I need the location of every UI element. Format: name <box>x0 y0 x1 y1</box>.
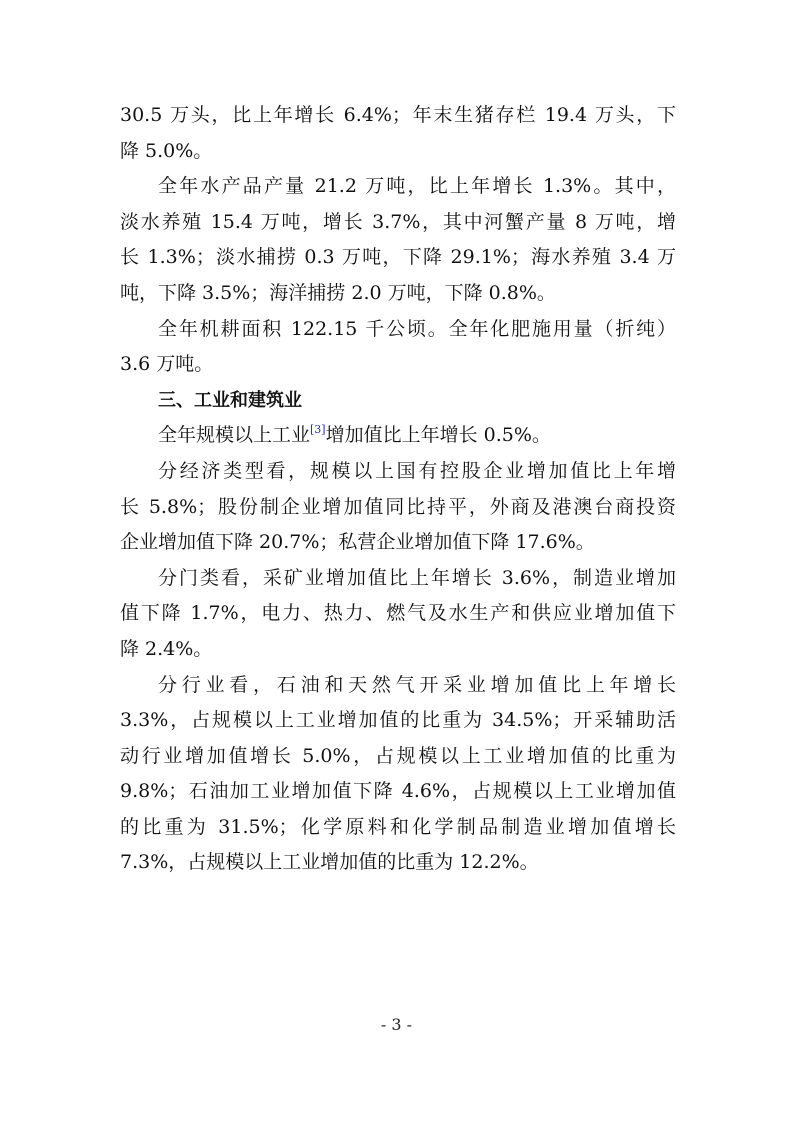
text-line: 9.8%；石油加工业增加值下降 4.6%，占规模以上工业增加值 <box>120 780 676 803</box>
paragraph-machinery-fertilizer <box>120 312 676 383</box>
text-line: 全年水产品产量 21.2 万吨，比上年增长 1.3%。其中， <box>158 175 676 198</box>
text-line <box>120 418 676 454</box>
paragraph-industry-intro <box>120 418 676 454</box>
text-line: 吨，下降 3.5%；海洋捕捞 2.0 万吨，下降 0.8%。 <box>120 281 556 304</box>
paragraph-livestock <box>120 98 676 169</box>
text-line: 长 1.3%；淡水捕捞 0.3 万吨，下降 29.1%；海水养殖 3.4 万 <box>120 246 676 269</box>
text-line: 7.3%，占规模以上工业增加值的比重为 12.2%。 <box>120 851 539 874</box>
footnote-reference-link[interactable]: [3] <box>310 423 326 437</box>
text-line: 长 5.8%；股份制企业增加值同比持平，外商及港澳台商投资 <box>120 495 676 518</box>
text-line: 分经济类型看，规模以上国有控股企业增加值比上年增 <box>158 459 676 482</box>
document-body <box>120 98 676 881</box>
text-line: 降 2.4%。 <box>120 637 213 660</box>
text-line: 动行业增加值增长 5.0%，占规模以上工业增加值的比重为 <box>120 744 676 767</box>
text-line: 3.6 万吨。 <box>120 353 214 376</box>
text-line: 30.5 万头，比上年增长 6.4%；年末生猪存栏 19.4 万头，下 <box>120 104 676 126</box>
paragraph-sector-category <box>120 561 676 668</box>
section-heading: 三、工业和建筑业 <box>158 389 302 411</box>
text-line: 分门类看，采矿业增加值比上年增长 3.6%，制造业增加 <box>158 566 676 589</box>
text-line: 分行业看，石油和天然气开采业增加值比上年增长 <box>158 673 676 696</box>
text-line: 企业增加值下降 20.7%；私营企业增加值下降 17.6%。 <box>120 531 595 554</box>
text-line: 3.3%，占规模以上工业增加值的比重为 34.5%；开采辅助活 <box>120 709 676 732</box>
intro-text-before: 全年规模以上工业 <box>158 424 311 447</box>
text-line: 降 5.0%。 <box>120 139 213 162</box>
text-line: 淡水养殖 15.4 万吨，增长 3.7%，其中河蟹产量 8 万吨，增 <box>120 210 676 233</box>
intro-text-after: 增加值比上年增长 0.5%。 <box>325 424 551 447</box>
paragraph-aquatic-products <box>120 169 676 311</box>
page-number: - 3 - <box>380 1015 413 1034</box>
text-line: 全年机耕面积 122.15 千公顷。全年化肥施用量（折纯） <box>158 317 676 340</box>
text-line: 的比重为 31.5%；化学原料和化学制品制造业增加值增长 <box>120 815 676 838</box>
paragraph-economic-type <box>120 454 676 561</box>
paragraph-industry-breakdown <box>120 668 676 882</box>
text-line: 值下降 1.7%，电力、热力、燃气及水生产和供应业增加值下 <box>120 602 676 625</box>
